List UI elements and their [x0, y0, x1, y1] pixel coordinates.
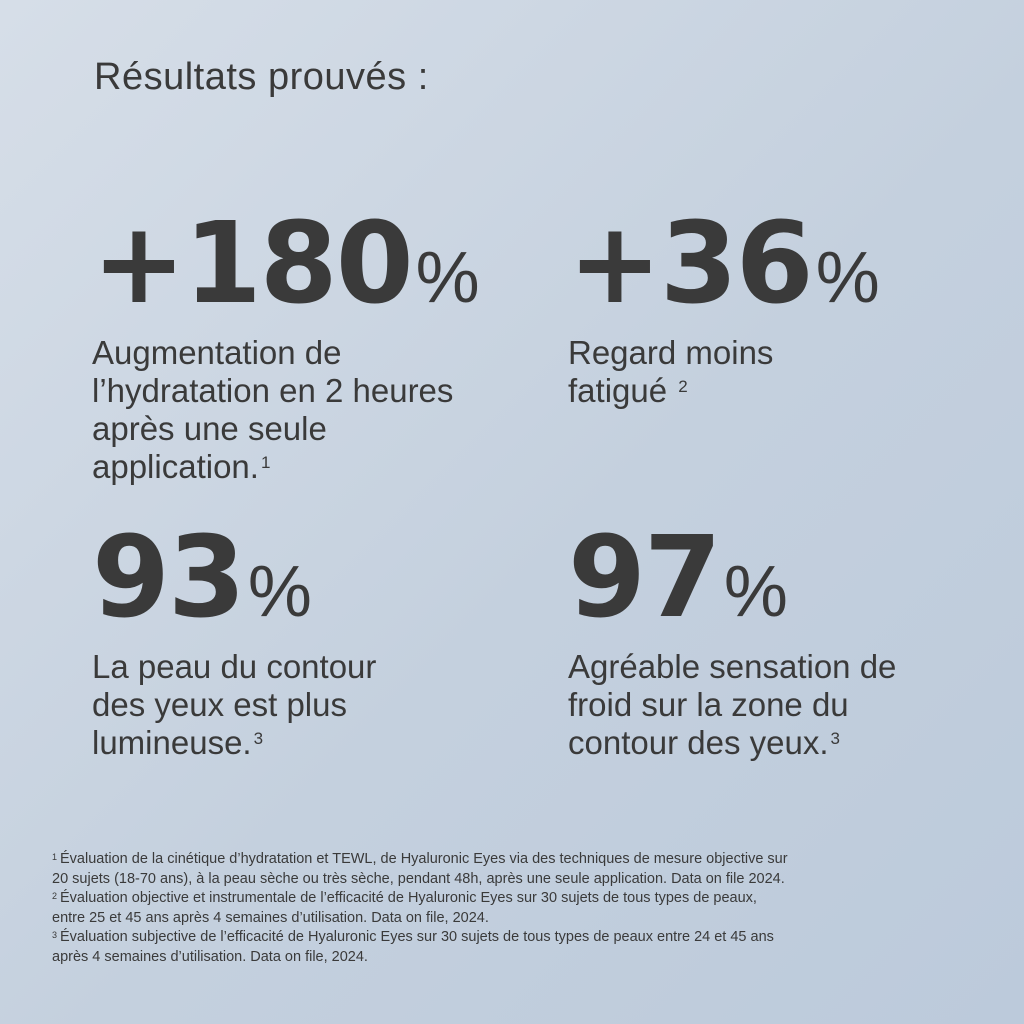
stat-description-line: La peau du contour: [92, 648, 377, 685]
stat-description-line: après une seule: [92, 410, 327, 447]
stat-description: [92, 334, 480, 486]
stat-description-line: [568, 372, 880, 410]
footnote-text: entre 25 et 45 ans après 4 semaines d’utilisation. Data on file, 2024.: [52, 909, 489, 926]
stat-value: +36: [568, 199, 812, 329]
stat-figure: [568, 199, 880, 329]
stat-description: [568, 648, 896, 762]
footnote-ref: 1: [260, 453, 271, 472]
stat-figure: [92, 199, 480, 329]
footnote-text: après 4 semaines d’utilisation. Data on file, 2024.: [52, 948, 368, 965]
stat-block-luminous: [92, 513, 377, 762]
footnote-text: Évaluation subjective de l’efficacité de Hyaluronic Eyes sur 30 sujets de tous types de peaux entre 24 et 45 ans: [60, 929, 774, 945]
footnote-line: [52, 890, 757, 906]
stat-description-text: contour des yeux.: [568, 724, 829, 761]
footnote-1: [52, 850, 982, 889]
stat-description-line: des yeux est plus: [92, 686, 347, 723]
footnote-marker: 2: [52, 891, 58, 901]
footnote-line: [52, 929, 774, 945]
stat-unit: %: [723, 552, 788, 632]
stat-block-hydration: [92, 199, 480, 486]
stat-description: [568, 334, 880, 410]
stat-description-line: l’hydratation en 2 heures: [92, 372, 454, 409]
footnote-text: Évaluation de la cinétique d’hydratation et TEWL, de Hyaluronic Eyes via des techniques de mesure objective sur: [60, 851, 788, 867]
stat-block-less-tired: [568, 199, 880, 410]
stat-description-text: lumineuse.: [92, 724, 252, 761]
stat-description-line: Augmentation de: [92, 334, 342, 371]
stat-description-text: application.: [92, 448, 259, 485]
footnote-2: [52, 889, 982, 928]
page-title: Résultats prouvés :: [94, 56, 429, 98]
stat-value: 93: [92, 513, 244, 643]
footnote-marker: 1: [52, 852, 58, 862]
footnote-ref: 3: [253, 729, 264, 748]
stat-description-line: [92, 724, 376, 762]
footnote-text: 20 sujets (18-70 ans), à la peau sèche ou très sèche, pendant 48h, après une seule application. Data on file 2024.: [52, 870, 785, 887]
footnote-3: [52, 928, 982, 967]
stat-unit: %: [815, 238, 880, 318]
stat-block-cool-sensation: [568, 513, 897, 762]
stat-description-line: [568, 724, 896, 762]
footnote-marker: 3: [52, 930, 58, 940]
stat-value: +180: [92, 199, 412, 329]
footnote-ref: 2: [678, 377, 688, 396]
stat-description-line: [92, 448, 480, 486]
stat-value: 97: [568, 513, 720, 643]
stat-unit: %: [247, 552, 312, 632]
stat-figure: [92, 513, 376, 643]
footnote-text: Évaluation objective et instrumentale de l’efficacité de Hyaluronic Eyes sur 30 sujets de tous types de peaux,: [60, 890, 757, 906]
stat-description-line: Regard moins: [568, 334, 774, 371]
stat-unit: %: [415, 238, 480, 318]
footnote-line: [52, 851, 788, 867]
stat-figure: [568, 513, 896, 643]
footnotes: [52, 850, 982, 967]
stat-description-line: Agréable sensation de: [568, 648, 897, 685]
footnote-ref: 3: [830, 729, 840, 748]
stat-description-text: fatigué: [568, 372, 677, 409]
stat-description-line: froid sur la zone du: [568, 686, 849, 723]
stat-description: [92, 648, 376, 762]
